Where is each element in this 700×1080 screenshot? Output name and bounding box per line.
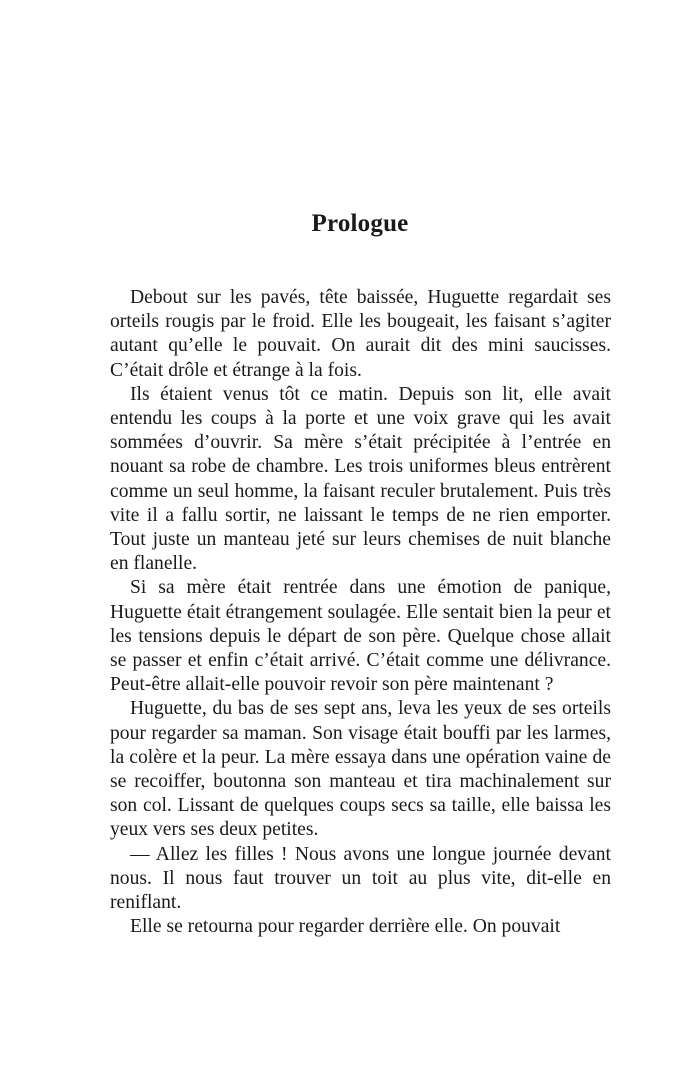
paragraph: Si sa mère était rentrée dans une émotion de panique, Huguette était étrangement soulagée. Elle sentait bien la peur et les tensions depuis le départ de son père. Quelque chose allait se passer et enfin c’était arrivé. C’était comme une délivrance. Peut-être allait-elle pouvoir revoir son père maintenant ? bbox=[110, 577, 611, 696]
paragraph: Ils étaient venus tôt ce matin. Depuis son lit, elle avait entendu les coups à la porte et une voix grave qui les avait sommées d’ouvrir. Sa mère s’était précipitée à l’entrée en nouant sa robe de chambre. Les trois uniformes bleus entrèrent comme un seul homme, la faisant reculer brutalement. Puis très vite il a fallu sortir, ne laissant le temps de ne rien emporter. Tout juste un manteau jeté sur leurs chemises de nuit blanche en flanelle. bbox=[110, 383, 611, 575]
paragraph: Elle se retourna pour regarder derrière elle. On pouvait bbox=[130, 916, 561, 938]
chapter-body bbox=[110, 286, 611, 939]
paragraph: Debout sur les pavés, tête baissée, Huguette regardait ses orteils rougis par le froid. Elle les bougeait, les faisant s’agiter autant qu’elle le pouvait. On aurait dit des mini saucisses. C’était drôle et étrange à la fois. bbox=[110, 287, 611, 381]
paragraph: Huguette, du bas de ses sept ans, leva les yeux de ses orteils pour regarder sa maman. Son visage était bouffi par les larmes, la colère et la peur. La mère essaya dans une opération vaine de se recoiffer, boutonna son manteau et tira machinalement sur son col. Lissant de quelques coups secs sa taille, elle baissa les yeux vers ses deux petites. bbox=[110, 698, 611, 841]
paragraph: — Allez les filles ! Nous avons une longue journée devant nous. Il nous faut trouver un toit au plus vite, dit-elle en reniflant. bbox=[110, 843, 611, 914]
chapter-title: Prologue bbox=[311, 210, 409, 237]
